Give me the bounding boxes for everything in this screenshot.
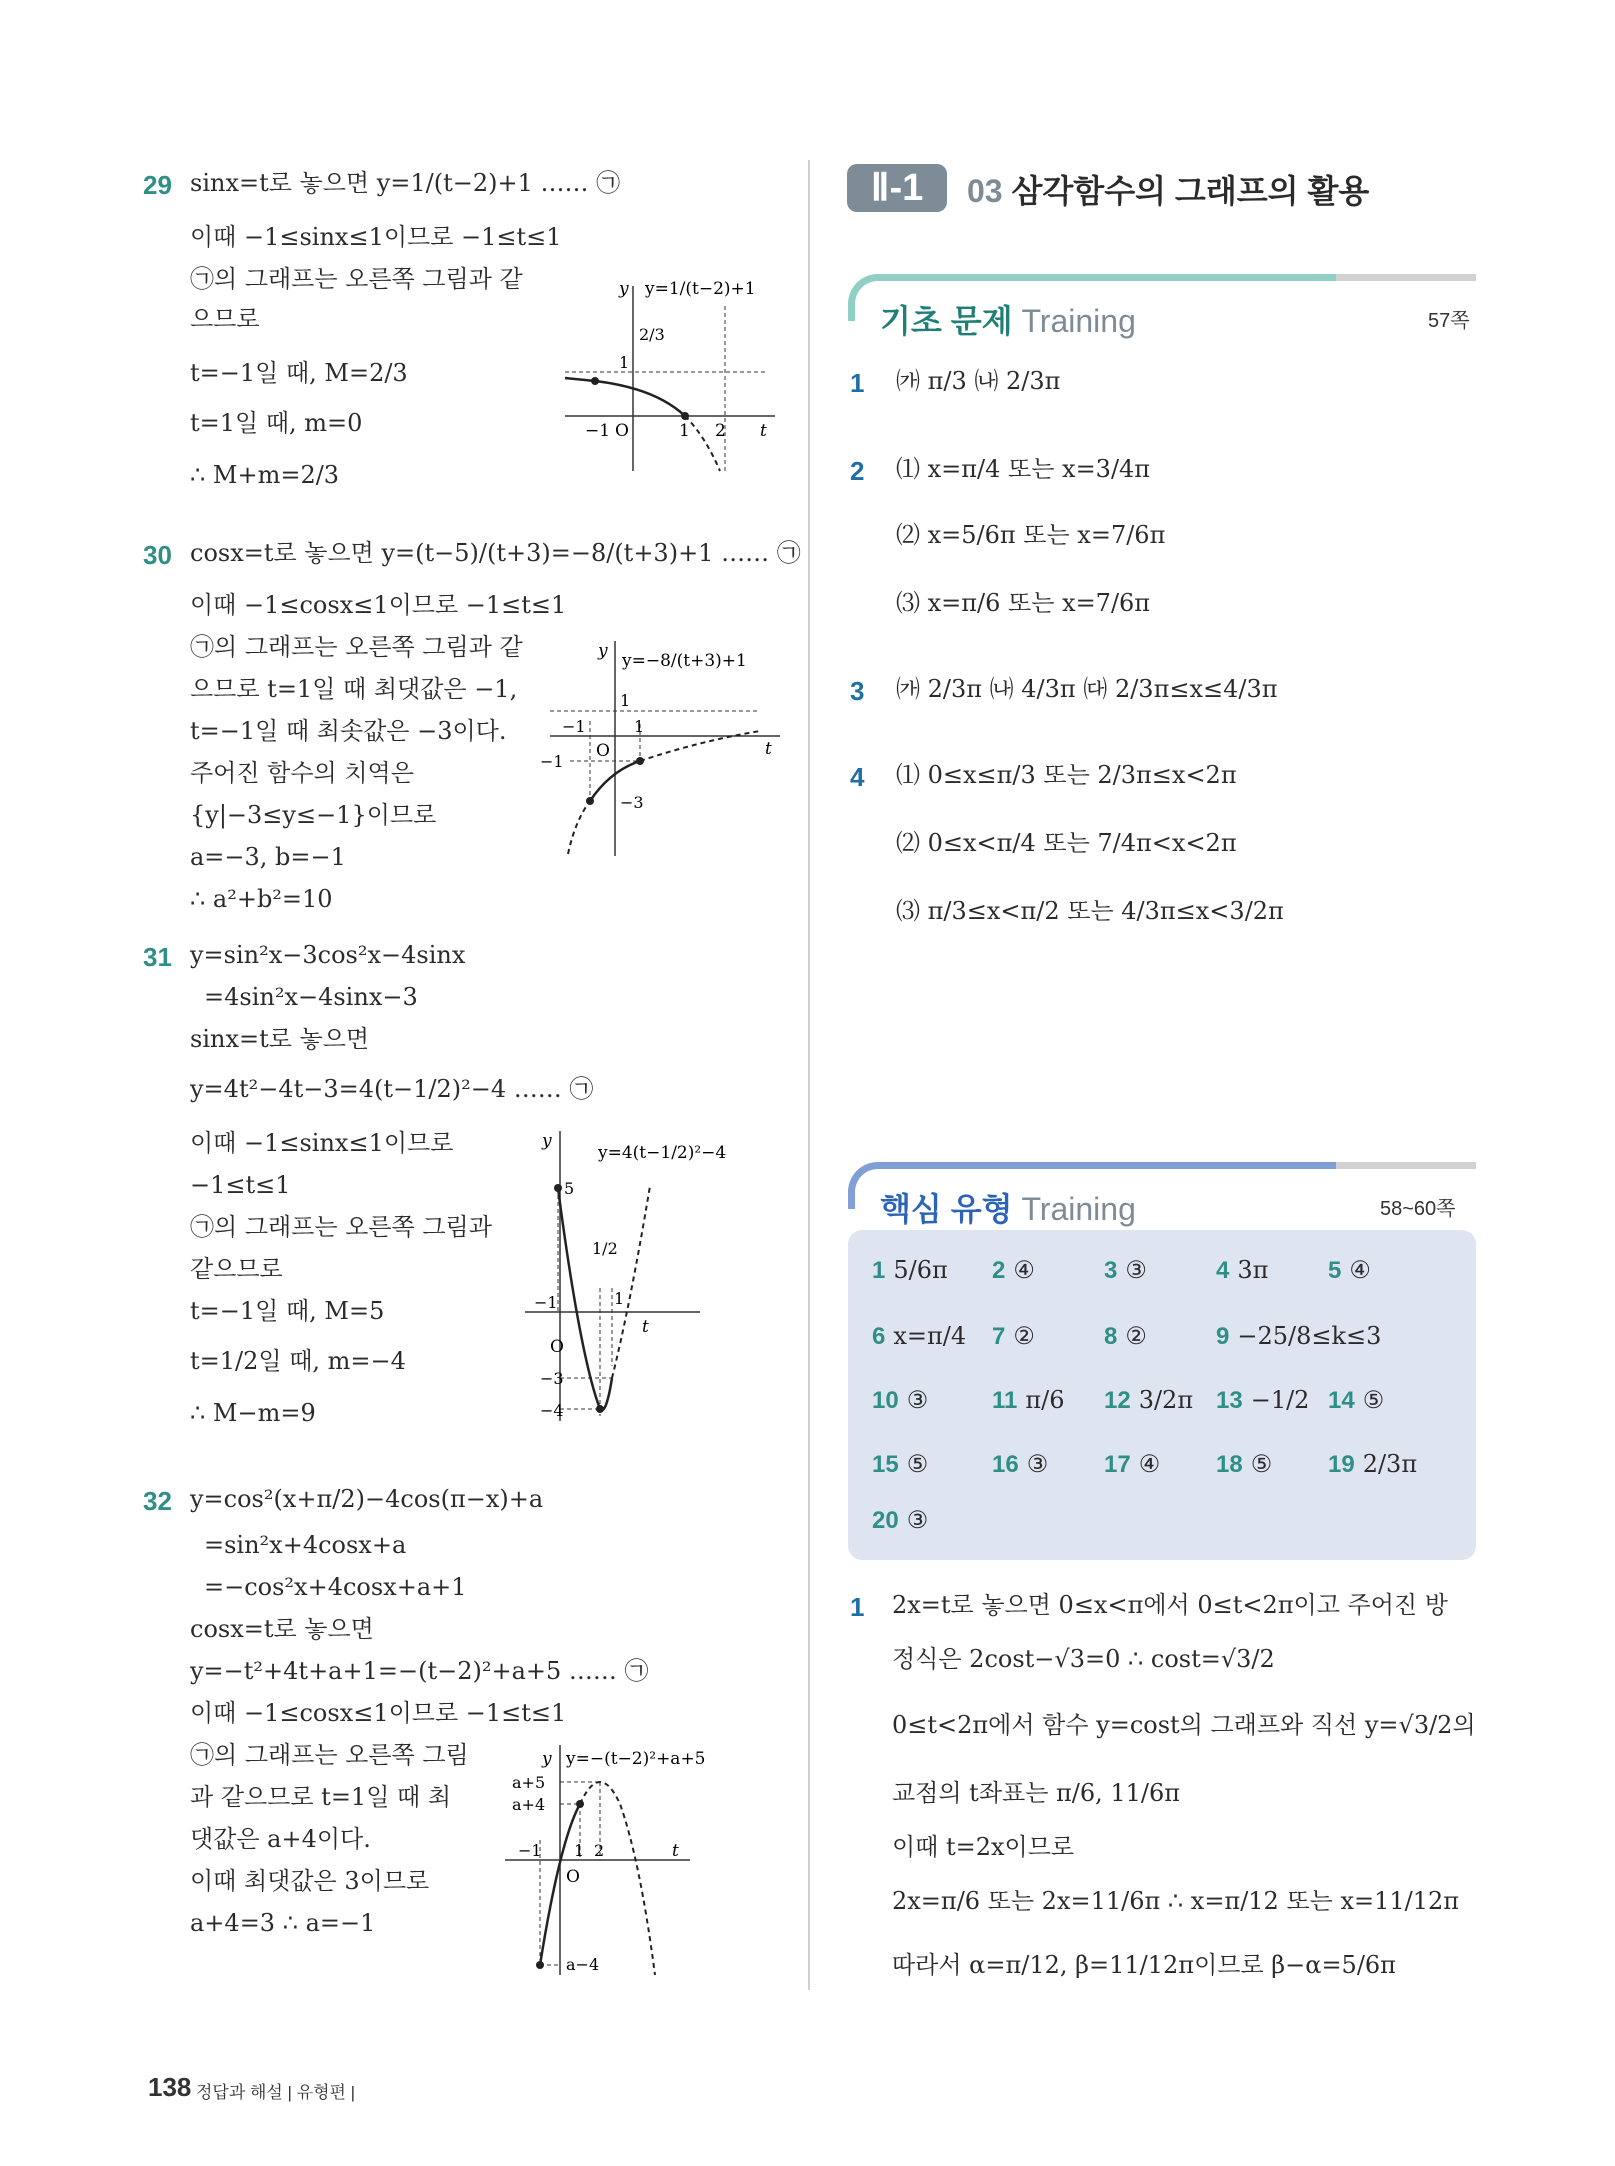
p30-label-O: O — [596, 741, 610, 761]
basic-item-2-num: 2 — [850, 456, 865, 486]
p29-label-neg1: −1 — [585, 421, 611, 441]
basic-item-3-answer: ㈎ 2/3π ㈏ 4/3π ㈐ 2/3π≤x≤4/3π — [896, 675, 1278, 703]
core-answer-10 — [872, 1386, 928, 1415]
column-divider — [808, 160, 810, 1990]
p31-line-1: y=sin²x−3cos²x−4sinx — [190, 941, 466, 969]
p29-label-23: 2/3 — [639, 325, 665, 344]
core-answer-18-value: ⑤ — [1250, 1450, 1273, 1478]
p30-label-1y: 1 — [620, 691, 631, 710]
basic-item-4-answer-1: ⑴ 0≤x≤π/3 또는 2/3π≤x<2π — [896, 761, 1237, 789]
core-answer-14 — [1328, 1386, 1384, 1415]
basic-section-title — [880, 296, 1136, 342]
page-number: 138 — [148, 2072, 192, 2102]
core-answer-10-value: ③ — [906, 1386, 929, 1414]
p32-line-10: 이때 최댓값은 3이므로 — [190, 1867, 430, 1895]
footer-caption: 정답과 해설 | 유형편 | — [196, 2083, 356, 2102]
p32-label-O: O — [566, 1867, 580, 1887]
p31-label-5: 5 — [564, 1179, 575, 1198]
core-answer-4-num: 4 — [1216, 1257, 1230, 1284]
core-answer-17-num: 17 — [1104, 1451, 1131, 1478]
p31-label-neg4: −4 — [540, 1401, 564, 1420]
basic-title-bold: 기초 문제 — [880, 303, 1013, 339]
core-answer-17 — [1104, 1450, 1160, 1479]
basic-item-3-num: 3 — [850, 676, 865, 706]
solution-1-line-3: 0≤t<2π에서 함수 y=cost의 그래프와 직선 y=√3/2의 — [892, 1711, 1476, 1739]
p31-line-5: 이때 −1≤sinx≤1이므로 — [190, 1129, 454, 1157]
basic-item-2-answer-1: ⑴ x=π/4 또는 x=3/4π — [896, 455, 1151, 483]
p31-label-neg1: −1 — [534, 1293, 558, 1312]
p29-line-7: ∴ M+m=2/3 — [190, 461, 340, 489]
unit-number: 03 — [967, 173, 1003, 209]
p29-line-1: sinx=t로 놓으면 y=1/(t−2)+1 …… ㉠ — [190, 169, 621, 197]
p30-curve-dashed-left — [568, 801, 590, 854]
p31-label-neg3: −3 — [540, 1369, 564, 1388]
p30-line-5: t=−1일 때 최솟값은 −3이다. — [190, 717, 507, 745]
core-answer-16-num: 16 — [992, 1451, 1019, 1478]
p31-line-7: ㉠의 그래프는 오른쪽 그림과 — [190, 1213, 492, 1241]
core-answer-1-num: 1 — [872, 1257, 886, 1284]
core-answer-20-value: ③ — [906, 1506, 929, 1534]
p30-point-min — [586, 797, 594, 805]
p32-graph-eq: y=−(t−2)²+a+5 — [566, 1749, 706, 1769]
basic-item-1-answer: ㈎ π/3 ㈏ 2/3π — [896, 367, 1061, 395]
p31-line-2: =4sin²x−4sinx−3 — [204, 983, 418, 1011]
core-bar-blue — [876, 1162, 1356, 1169]
p29-line-2: 이때 −1≤sinx≤1이므로 −1≤t≤1 — [190, 223, 562, 251]
p30-label-1t: 1 — [634, 717, 645, 736]
p32-curve-dashed — [580, 1782, 655, 1975]
p32-label-neg1: −1 — [518, 1841, 542, 1860]
p32-label-1: 1 — [574, 1841, 585, 1860]
p30-label-neg1t: −1 — [562, 717, 586, 736]
core-answer-6-num: 6 — [872, 1323, 886, 1350]
p31-graph-eq: y=4(t−1/2)²−4 — [598, 1143, 727, 1163]
core-answer-13-value: −1/2 — [1250, 1386, 1310, 1414]
p30-line-6: 주어진 함수의 치역은 — [190, 759, 414, 787]
p32-line-7: ㉠의 그래프는 오른쪽 그림 — [190, 1741, 469, 1769]
solution-1-line-6: 2x=π/6 또는 2x=11/6π ∴ x=π/12 또는 x=11/12π — [892, 1887, 1460, 1915]
p31-point-max — [554, 1184, 562, 1192]
p31-label-half: 1/2 — [592, 1239, 618, 1258]
solution-1-line-4: 교점의 t좌표는 π/6, 11/6π — [892, 1779, 1181, 1807]
p29-graph — [555, 276, 785, 476]
core-answer-4-value: 3π — [1237, 1256, 1269, 1284]
problem-number-31: 31 — [143, 942, 172, 972]
core-answer-5-num: 5 — [1328, 1257, 1342, 1284]
core-answer-8 — [1104, 1322, 1147, 1351]
core-answer-18-num: 18 — [1216, 1451, 1243, 1478]
core-answer-15-value: ⑤ — [906, 1450, 929, 1478]
p30-label-t: t — [765, 739, 772, 759]
p32-line-4: cosx=t로 놓으면 — [190, 1615, 374, 1643]
core-answer-5-value: ④ — [1349, 1256, 1371, 1284]
core-answer-15-num: 15 — [872, 1451, 899, 1478]
core-answer-3-num: 3 — [1104, 1257, 1118, 1284]
p30-line-9: ∴ a²+b²=10 — [190, 885, 333, 913]
core-bar-gray — [1336, 1162, 1476, 1169]
basic-bar-gray — [1336, 274, 1476, 281]
core-answer-1-value: 5/6π — [893, 1256, 948, 1284]
core-answer-10-num: 10 — [872, 1387, 899, 1414]
p32-line-5: y=−t²+4t+a+1=−(t−2)²+a+5 …… ㉠ — [190, 1657, 649, 1685]
p31-point-min — [596, 1405, 604, 1413]
p29-graph-eq: y=1/(t−2)+1 — [645, 279, 756, 299]
core-answer-19 — [1328, 1450, 1417, 1479]
problem-number-29: 29 — [143, 170, 172, 200]
p30-line-3: ㉠의 그래프는 오른쪽 그림과 같 — [190, 633, 523, 661]
core-page-ref: 58~60쪽 — [1380, 1198, 1456, 1220]
core-answer-18 — [1216, 1450, 1272, 1479]
p30-line-4: 으므로 t=1일 때 최댓값은 −1, — [190, 675, 518, 703]
basic-item-4-num: 4 — [850, 762, 865, 792]
solution-1-line-2: 정식은 2cost−√3=0 ∴ cost=√3/2 — [892, 1645, 1275, 1673]
p30-graph-eq: y=−8/(t+3)+1 — [622, 651, 747, 671]
p31-line-9: t=−1일 때, M=5 — [190, 1297, 385, 1325]
core-answer-12-num: 12 — [1104, 1387, 1131, 1414]
core-title-light: Training — [1021, 1191, 1136, 1227]
p32-point-min — [536, 1961, 544, 1969]
core-answer-20-num: 20 — [872, 1507, 899, 1534]
solution-1-line-1: 2x=t로 놓으면 0≤x<π에서 0≤t<2π이고 주어진 방 — [892, 1591, 1448, 1619]
core-answer-11-num: 11 — [992, 1387, 1018, 1414]
solution-1-line-5: 이때 t=2x이므로 — [892, 1833, 1075, 1861]
solution-1-line-7: 따라서 α=π/12, β=11/12π이므로 β−α=5/6π — [892, 1951, 1396, 1979]
unit-badge: Ⅱ-1 — [847, 164, 947, 212]
core-answer-19-value: 2/3π — [1362, 1450, 1418, 1478]
p31-line-11: ∴ M−m=9 — [190, 1399, 316, 1427]
p30-line-8: a=−3, b=−1 — [190, 843, 346, 871]
unit-title-text: 삼각함수의 그래프의 활용 — [1011, 173, 1370, 209]
p30-label-y: y — [598, 641, 608, 661]
p29-curve — [565, 378, 685, 416]
p32-label-a-4: a−4 — [566, 1955, 600, 1974]
basic-item-2-answer-3: ⑶ x=π/6 또는 x=7/6π — [896, 589, 1151, 617]
p31-line-4: y=4t²−4t−3=4(t−1/2)²−4 …… ㉠ — [190, 1075, 594, 1103]
p30-label-neg3: −3 — [620, 793, 644, 812]
core-answer-9 — [1216, 1322, 1381, 1351]
core-answer-grid — [848, 1230, 1476, 1560]
p31-label-1: 1 — [614, 1289, 625, 1308]
basic-page-ref: 57쪽 — [1428, 310, 1470, 332]
p31-line-10: t=1/2일 때, m=−4 — [190, 1347, 406, 1375]
p29-label-O: O — [615, 421, 629, 441]
problem-number-30: 30 — [143, 540, 172, 570]
core-answer-17-value: ④ — [1138, 1450, 1161, 1478]
p31-line-3: sinx=t로 놓으면 — [190, 1025, 370, 1053]
core-answer-4 — [1216, 1256, 1268, 1285]
p32-label-a5: a+5 — [512, 1773, 546, 1792]
core-title-bold: 핵심 유형 — [880, 1191, 1013, 1227]
core-answer-7-num: 7 — [992, 1323, 1006, 1350]
basic-item-4-answer-2: ⑵ 0≤x<π/4 또는 7/4π<x<2π — [896, 829, 1237, 857]
p32-label-t: t — [672, 1841, 679, 1861]
p32-line-2: =sin²x+4cosx+a — [204, 1531, 407, 1559]
p29-line-6: t=1일 때, m=0 — [190, 409, 363, 437]
p29-line-5: t=−1일 때, M=2/3 — [190, 359, 408, 387]
unit-title — [967, 166, 1369, 212]
core-answer-14-value: ⑤ — [1362, 1386, 1385, 1414]
p29-label-t: t — [760, 421, 767, 441]
p29-label-t2: 2 — [715, 421, 726, 441]
core-answer-2-value: ④ — [1013, 1256, 1035, 1284]
p31-graph — [520, 1126, 790, 1426]
core-answer-19-num: 19 — [1328, 1451, 1355, 1478]
core-answer-7-value: ② — [1013, 1322, 1035, 1350]
p31-line-8: 같으므로 — [190, 1255, 283, 1283]
p30-line-7: {y|−3≤y≤−1}이므로 — [190, 801, 437, 829]
p32-label-y: y — [542, 1749, 552, 1769]
solution-1-num: 1 — [850, 1592, 865, 1622]
core-answer-1 — [872, 1256, 948, 1285]
core-answer-11-value: π/6 — [1025, 1386, 1065, 1414]
p31-curve — [558, 1188, 612, 1410]
core-answer-3-value: ③ — [1125, 1256, 1147, 1284]
core-answer-11 — [992, 1386, 1065, 1415]
core-answer-8-value: ② — [1125, 1322, 1147, 1350]
p31-label-t: t — [642, 1317, 649, 1337]
core-answer-16 — [992, 1450, 1048, 1479]
core-answer-6-value: x=π/4 — [893, 1322, 967, 1350]
core-section-title — [880, 1184, 1136, 1230]
core-answer-13-num: 13 — [1216, 1387, 1243, 1414]
basic-item-2-answer-2: ⑵ x=5/6π 또는 x=7/6π — [896, 521, 1166, 549]
p31-line-6: −1≤t≤1 — [190, 1171, 291, 1199]
core-answer-9-num: 9 — [1216, 1323, 1230, 1350]
core-answer-2 — [992, 1256, 1035, 1285]
core-answer-9-value: −25/8≤k≤3 — [1237, 1322, 1382, 1350]
p30-point-max — [636, 757, 644, 765]
p30-label-neg1y: −1 — [540, 752, 564, 771]
p32-line-8: 과 같으므로 t=1일 때 최 — [190, 1783, 452, 1811]
p32-line-1: y=cos²(x+π/2)−4cos(π−x)+a — [190, 1485, 544, 1513]
core-answer-5 — [1328, 1256, 1371, 1285]
basic-title-light: Training — [1021, 303, 1136, 339]
problem-number-32: 32 — [143, 1486, 172, 1516]
basic-item-4-answer-3: ⑶ π/3≤x<π/2 또는 4/3π≤x<3/2π — [896, 897, 1284, 925]
p29-label-1: 1 — [619, 353, 630, 372]
p32-line-11: a+4=3 ∴ a=−1 — [190, 1909, 376, 1937]
core-answer-20 — [872, 1506, 928, 1535]
p32-line-9: 댓값은 a+4이다. — [190, 1825, 371, 1853]
p30-graph — [540, 636, 790, 861]
p31-label-O: O — [550, 1337, 564, 1357]
core-answer-3 — [1104, 1256, 1147, 1285]
core-answer-14-num: 14 — [1328, 1387, 1355, 1414]
core-answer-12-value: 3/2π — [1138, 1386, 1194, 1414]
basic-bar-teal — [876, 274, 1356, 281]
core-answer-13 — [1216, 1386, 1309, 1415]
core-answer-7 — [992, 1322, 1035, 1351]
core-answer-15 — [872, 1450, 928, 1479]
core-answer-12 — [1104, 1386, 1193, 1415]
basic-item-1-num: 1 — [850, 368, 865, 398]
p32-line-3: =−cos²x+4cosx+a+1 — [204, 1573, 467, 1601]
p32-line-6: 이때 −1≤cosx≤1이므로 −1≤t≤1 — [190, 1699, 567, 1727]
p31-label-y: y — [542, 1131, 552, 1151]
p29-line-3: ㉠의 그래프는 오른쪽 그림과 같 — [190, 265, 523, 293]
p31-curve-dashed — [612, 1186, 650, 1378]
core-answer-2-num: 2 — [992, 1257, 1006, 1284]
p29-line-4: 으므로 — [190, 305, 260, 333]
core-answer-8-num: 8 — [1104, 1323, 1118, 1350]
p29-label-t1: 1 — [679, 421, 690, 441]
core-answer-16-value: ③ — [1026, 1450, 1049, 1478]
p30-line-1: cosx=t로 놓으면 y=(t−5)/(t+3)=−8/(t+3)+1 …… ㉠ — [190, 539, 801, 567]
p32-point-max — [576, 1800, 584, 1808]
core-answer-6 — [872, 1322, 966, 1351]
p29-point-right — [681, 412, 689, 420]
p30-line-2: 이때 −1≤cosx≤1이므로 −1≤t≤1 — [190, 591, 567, 619]
p29-point-left — [591, 377, 599, 385]
p32-graph — [500, 1740, 790, 1980]
p32-label-2: 2 — [594, 1841, 605, 1860]
p29-label-y: y — [619, 279, 629, 299]
p32-label-a4: a+4 — [512, 1795, 546, 1814]
